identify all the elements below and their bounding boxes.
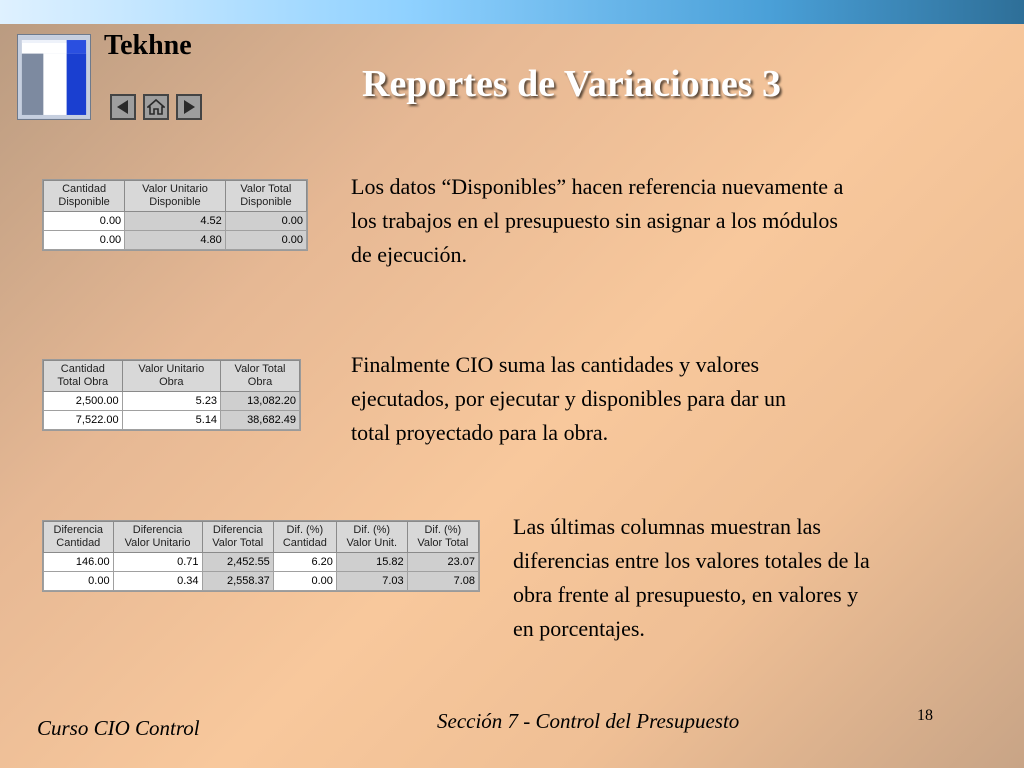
column-header: Cantidad Total Obra [44,361,123,392]
table-cell: 4.80 [125,231,226,250]
table-row [44,411,300,430]
text-line: los trabajos en el presupuesto sin asignar a los módulos [351,208,838,233]
column-header: Valor Unitario Disponible [125,181,226,212]
table-cell: 13,082.20 [221,392,300,411]
column-header: Diferencia Cantidad [44,522,114,553]
column-header: Dif. (%) Valor Total [407,522,478,553]
table-cell: 0.00 [44,212,125,231]
column-header: Dif. (%) Valor Unit. [336,522,407,553]
table-cell: 146.00 [44,553,114,572]
table-row [44,553,479,572]
top-gradient-bar [0,0,1024,24]
text-line: en porcentajes. [513,616,645,641]
table-cell: 2,452.55 [202,553,273,572]
home-button[interactable] [143,94,169,120]
left-triangle-icon [114,98,132,116]
table-cell: 0.00 [44,231,125,250]
table-cell: 2,500.00 [44,392,123,411]
page-number: 18 [917,707,933,724]
table-cell: 0.34 [113,572,202,591]
table-header-row [44,181,307,212]
table-cell: 0.00 [44,572,114,591]
paragraph-total-obra [351,348,786,450]
table-cell: 23.07 [407,553,478,572]
column-header: Dif. (%) Cantidad [273,522,336,553]
logo-t-icon [18,35,90,119]
paragraph-disponibles [351,170,843,272]
text-line: diferencias entre los valores totales de la [513,548,870,573]
table-cell: 0.00 [225,212,306,231]
table-cell: 5.23 [122,392,220,411]
column-header: Valor Total Disponible [225,181,306,212]
paragraph-diferencias [513,510,870,646]
text-line: Los datos “Disponibles” hacen referencia nuevamente a [351,174,844,199]
table-cell: 15.82 [336,553,407,572]
course-name: Curso CIO Control [37,716,200,740]
home-icon [147,98,165,116]
table-cell: 5.14 [122,411,220,430]
prev-slide-button[interactable] [110,94,136,120]
table-cell: 4.52 [125,212,226,231]
table-cell: 7.03 [336,572,407,591]
column-header: Valor Total Obra [221,361,300,392]
table-cell: 7,522.00 [44,411,123,430]
column-header: Diferencia Valor Unitario [113,522,202,553]
obra-table [43,360,300,430]
brand-name: Tekhne [104,30,192,61]
table-cell: 0.71 [113,553,202,572]
text-line: obra frente al presupuesto, en valores y [513,582,859,607]
table-cell: 38,682.49 [221,411,300,430]
table-header-row [44,361,300,392]
next-slide-button[interactable] [176,94,202,120]
text-line: Las últimas columnas muestran las [513,514,821,539]
table-cell: 2,558.37 [202,572,273,591]
table-row [44,231,307,250]
table-cell: 0.00 [225,231,306,250]
column-header: Cantidad Disponible [44,181,125,212]
table-cell: 7.08 [407,572,478,591]
table-row [44,212,307,231]
column-header: Diferencia Valor Total [202,522,273,553]
table-row [44,572,479,591]
table-cell: 0.00 [273,572,336,591]
table-cell: 6.20 [273,553,336,572]
text-line: total proyectado para la obra. [351,420,609,445]
table-header-row [44,522,479,553]
slide-title: Reportes de Variaciones 3 [362,63,782,105]
table-row [44,392,300,411]
text-line: ejecutados, por ejecutar y disponibles para dar un [351,386,786,411]
section-name: Sección 7 - Control del Presupuesto [437,709,740,733]
slide-navigation [110,94,202,120]
diferencias-table [43,521,479,591]
tekhne-logo [17,34,91,120]
disponibles-table [43,180,307,250]
text-line: Finalmente CIO suma las cantidades y valores [351,352,760,377]
column-header: Valor Unitario Obra [122,361,220,392]
text-line: de ejecución. [351,242,468,267]
right-triangle-icon [180,98,198,116]
